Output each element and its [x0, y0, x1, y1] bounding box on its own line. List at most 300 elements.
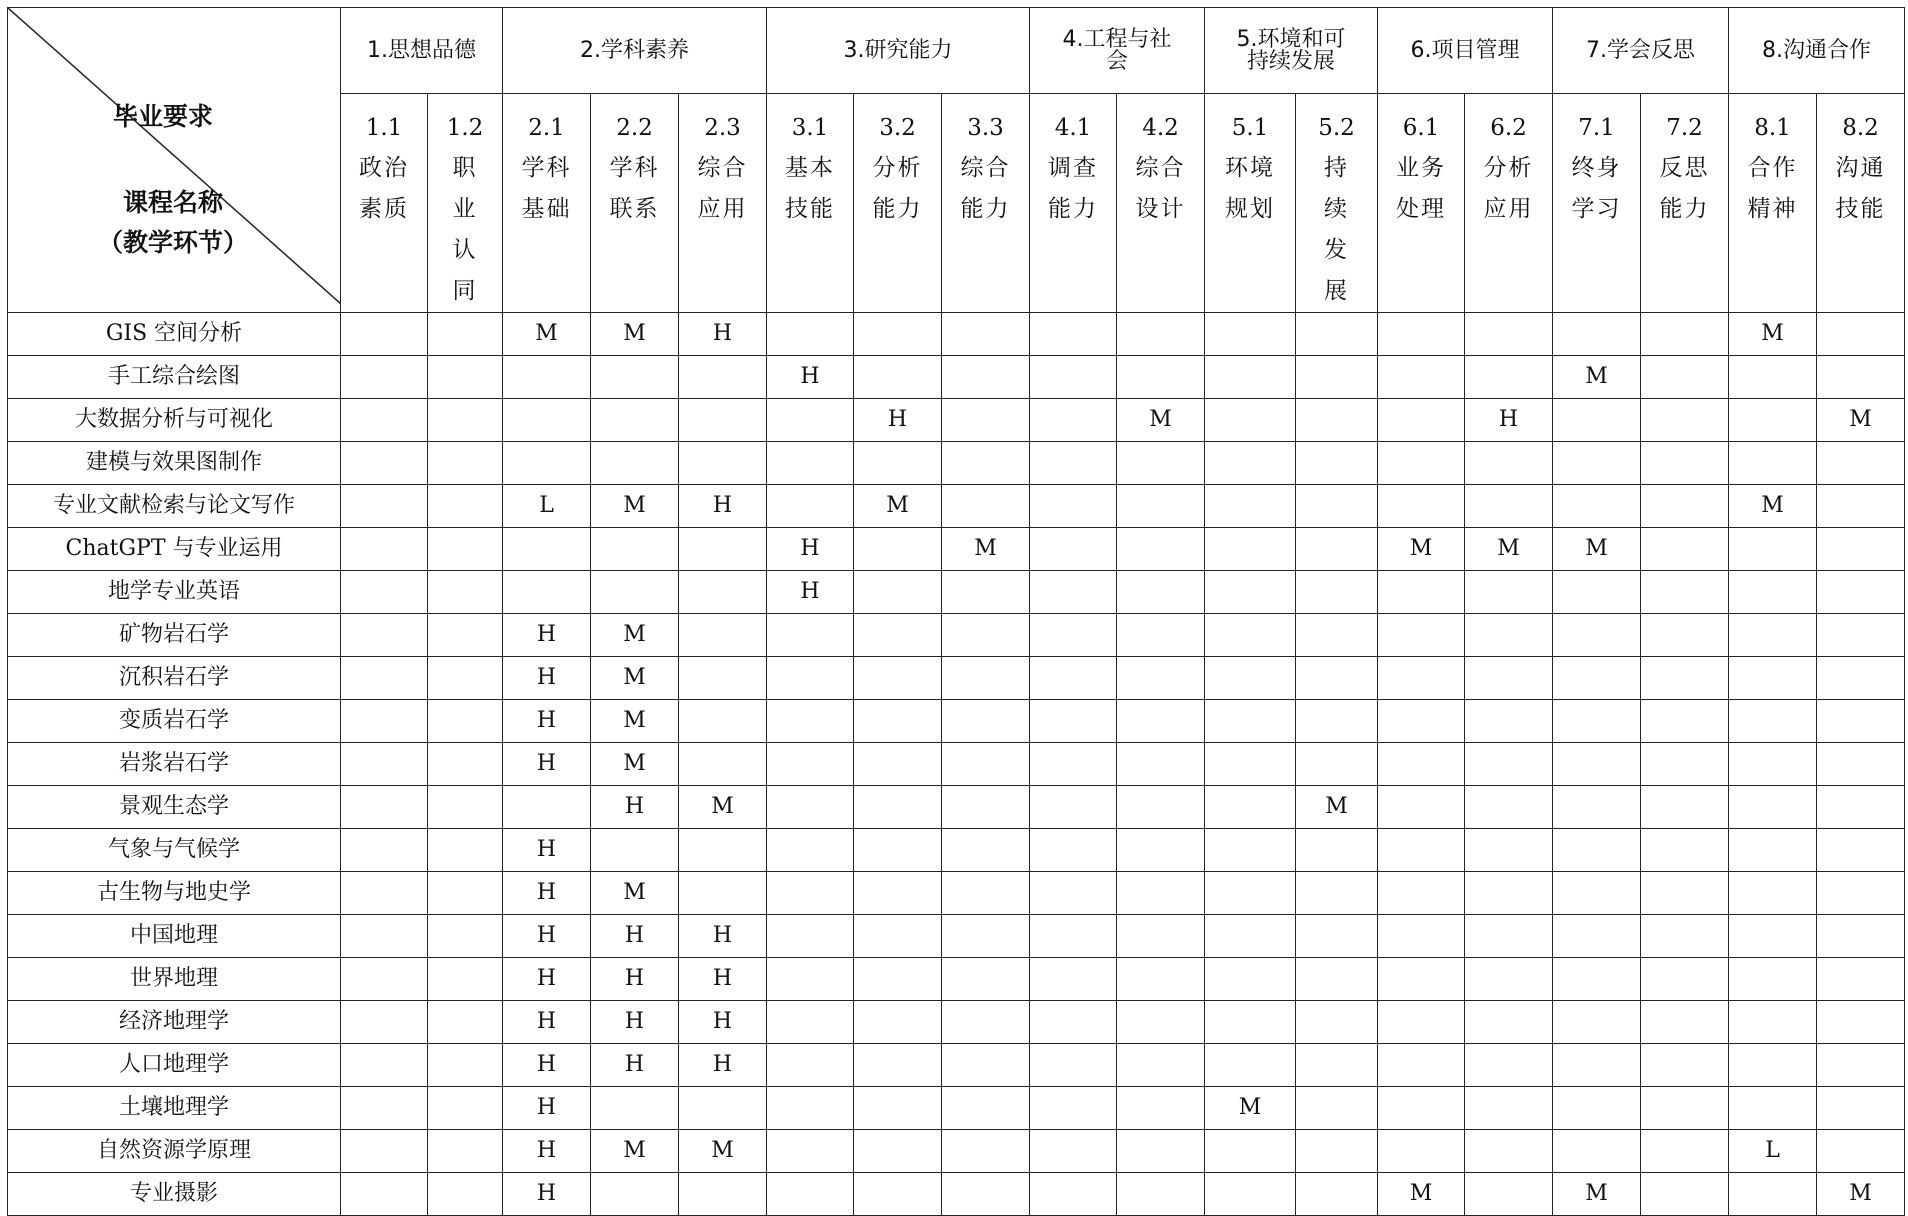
support-level-cell: H [503, 958, 591, 1001]
support-level-cell [679, 442, 767, 485]
support-level-cell [1553, 743, 1641, 786]
support-level-cell [428, 1087, 503, 1130]
support-level-cell [854, 1087, 942, 1130]
table-row [8, 958, 1905, 1001]
support-level-cell [1817, 614, 1905, 657]
sub-requirement-8-1 [1729, 94, 1817, 313]
table-row [8, 1130, 1905, 1173]
sub-requirement-label: 终身 学习 [1571, 155, 1622, 222]
support-level-cell [1030, 528, 1117, 571]
graduation-requirement-label: 毕业要求 [113, 102, 214, 131]
requirement-group-2 [503, 8, 767, 94]
support-level-cell [854, 1001, 942, 1044]
support-level-cell [428, 1130, 503, 1173]
sub-requirement-1-2 [428, 94, 503, 313]
support-level-cell [1553, 442, 1641, 485]
support-level-cell: H [591, 786, 679, 829]
support-level-cell [942, 1130, 1030, 1173]
support-level-cell [1205, 399, 1296, 442]
support-level-cell [1378, 958, 1465, 1001]
sub-requirement-label: 分析 应用 [1483, 155, 1534, 222]
support-level-cell [428, 313, 503, 356]
support-level-cell [1641, 1173, 1729, 1216]
support-level-cell: H [503, 700, 591, 743]
support-level-cell [1465, 313, 1553, 356]
support-level-cell [942, 1173, 1030, 1216]
support-level-cell: H [503, 1173, 591, 1216]
support-level-cell [1641, 1001, 1729, 1044]
sub-requirement-6-2 [1465, 94, 1553, 313]
support-level-cell [503, 786, 591, 829]
requirement-group-1 [341, 8, 503, 94]
sub-requirement-label: 合作 精神 [1747, 155, 1798, 222]
support-level-cell [1296, 356, 1378, 399]
support-level-cell [341, 915, 428, 958]
support-level-cell [1641, 1130, 1729, 1173]
support-level-cell [1729, 571, 1817, 614]
support-level-cell [679, 1173, 767, 1216]
support-level-cell: H [767, 528, 854, 571]
sub-requirement-label: 综合 设计 [1135, 155, 1186, 222]
sub-requirement-5-1 [1205, 94, 1296, 313]
support-level-cell [1729, 1044, 1817, 1087]
support-level-cell: H [503, 614, 591, 657]
support-level-cell [1030, 313, 1117, 356]
support-level-cell [1296, 485, 1378, 528]
support-level-cell [1553, 872, 1641, 915]
support-level-cell [1729, 872, 1817, 915]
sub-requirement-1-1 [341, 94, 428, 313]
requirement-group-label: 7.学会反思 [1586, 37, 1695, 63]
sub-requirement-number: 6.2 [1490, 115, 1527, 141]
support-level-cell [1205, 1001, 1296, 1044]
support-level-cell [767, 915, 854, 958]
support-level-cell [1641, 829, 1729, 872]
course-name: 古生物与地史学 [8, 872, 341, 915]
course-name-label: 课程名称 [122, 188, 223, 217]
support-level-cell [1117, 1087, 1205, 1130]
support-level-cell: H [503, 1087, 591, 1130]
support-level-cell: H [591, 1044, 679, 1087]
support-level-cell [942, 915, 1030, 958]
support-level-cell [854, 614, 942, 657]
table-row [8, 1087, 1905, 1130]
support-level-cell [854, 356, 942, 399]
support-level-cell: M [503, 313, 591, 356]
support-level-cell: H [767, 571, 854, 614]
support-level-cell [767, 485, 854, 528]
support-level-cell [854, 442, 942, 485]
requirement-group-label: 6.项目管理 [1410, 37, 1520, 63]
table-row [8, 1001, 1905, 1044]
support-level-cell [1729, 442, 1817, 485]
sub-requirement-number: 3.3 [967, 115, 1004, 141]
support-level-cell [1817, 571, 1905, 614]
support-level-cell [1205, 571, 1296, 614]
table-row [8, 528, 1905, 571]
support-level-cell: H [591, 958, 679, 1001]
support-level-cell [1296, 829, 1378, 872]
support-level-cell [503, 571, 591, 614]
support-level-cell [942, 442, 1030, 485]
support-level-cell [767, 743, 854, 786]
sub-requirement-label: 调查 能力 [1048, 155, 1098, 222]
support-level-cell [942, 743, 1030, 786]
support-level-cell [341, 1044, 428, 1087]
support-level-cell [1205, 786, 1296, 829]
sub-requirement-number: 8.2 [1842, 115, 1879, 141]
support-level-cell [341, 1087, 428, 1130]
support-level-cell [854, 829, 942, 872]
support-level-cell [1030, 1001, 1117, 1044]
support-level-cell [1641, 356, 1729, 399]
table-row [8, 657, 1905, 700]
support-level-cell [1817, 743, 1905, 786]
support-level-cell: M [591, 743, 679, 786]
support-level-cell: M [591, 614, 679, 657]
support-level-cell [1296, 528, 1378, 571]
support-level-cell [942, 657, 1030, 700]
support-level-cell [1296, 958, 1378, 1001]
sub-requirement-2-2 [591, 94, 679, 313]
support-level-cell [679, 356, 767, 399]
support-level-cell [1641, 571, 1729, 614]
support-level-cell [1553, 958, 1641, 1001]
support-level-cell [428, 743, 503, 786]
support-level-cell [1205, 915, 1296, 958]
support-level-cell [1117, 1130, 1205, 1173]
support-level-cell [1729, 1087, 1817, 1130]
support-level-cell [1117, 485, 1205, 528]
support-level-cell: M [1817, 1173, 1905, 1216]
support-level-cell: H [679, 485, 767, 528]
support-level-cell [1296, 1087, 1378, 1130]
support-level-cell [679, 743, 767, 786]
support-level-cell [1296, 872, 1378, 915]
support-level-cell [767, 786, 854, 829]
corner-header [8, 8, 341, 313]
support-level-cell: M [1553, 1173, 1641, 1216]
support-level-cell [854, 1173, 942, 1216]
support-level-cell [1030, 657, 1117, 700]
support-level-cell: H [679, 915, 767, 958]
support-level-cell [428, 872, 503, 915]
table-row [8, 872, 1905, 915]
sub-requirement-label: 基本 技能 [785, 155, 835, 222]
table-row [8, 485, 1905, 528]
requirement-group-6 [1378, 8, 1553, 94]
support-level-cell [1553, 313, 1641, 356]
support-level-cell [1817, 872, 1905, 915]
course-name: 中国地理 [8, 915, 341, 958]
support-level-cell [1296, 1173, 1378, 1216]
support-level-cell [428, 356, 503, 399]
support-level-cell [1117, 1173, 1205, 1216]
support-level-cell [1030, 399, 1117, 442]
support-level-cell: H [854, 399, 942, 442]
support-level-cell [1729, 614, 1817, 657]
support-level-cell [1465, 786, 1553, 829]
support-level-cell [1205, 743, 1296, 786]
sub-requirement-6-1 [1378, 94, 1465, 313]
support-level-cell [341, 485, 428, 528]
support-level-cell [854, 528, 942, 571]
support-level-cell [1729, 915, 1817, 958]
support-level-cell [1117, 829, 1205, 872]
support-level-cell [591, 356, 679, 399]
sub-requirement-number: 3.1 [791, 115, 829, 141]
course-name: GIS 空间分析 [8, 313, 341, 356]
course-name: 手工综合绘图 [8, 356, 341, 399]
support-level-cell [679, 829, 767, 872]
support-level-cell [341, 356, 428, 399]
support-level-cell [1465, 1173, 1553, 1216]
support-level-cell [1817, 1130, 1905, 1173]
support-level-cell [341, 1130, 428, 1173]
support-level-cell [341, 614, 428, 657]
sub-requirement-number: 1.2 [446, 115, 484, 141]
support-level-cell [942, 399, 1030, 442]
support-level-cell [1553, 829, 1641, 872]
support-level-cell [1117, 313, 1205, 356]
sub-requirement-4-1 [1030, 94, 1117, 313]
support-level-cell [1030, 1087, 1117, 1130]
support-level-cell [428, 829, 503, 872]
support-level-cell [591, 442, 679, 485]
support-level-cell [1378, 1130, 1465, 1173]
support-level-cell [1553, 1044, 1641, 1087]
course-name: 变质岩石学 [8, 700, 341, 743]
table-row [8, 700, 1905, 743]
support-level-cell [1205, 872, 1296, 915]
support-level-cell: M [1117, 399, 1205, 442]
course-name: 人口地理学 [8, 1044, 341, 1087]
requirement-group-5 [1205, 8, 1378, 94]
support-level-cell [942, 614, 1030, 657]
support-level-cell [591, 571, 679, 614]
support-level-cell [1553, 657, 1641, 700]
support-level-cell [428, 915, 503, 958]
table-row [8, 313, 1905, 356]
support-level-cell [854, 915, 942, 958]
support-level-cell: H [591, 915, 679, 958]
support-level-cell [1641, 657, 1729, 700]
requirement-group-3 [767, 8, 1030, 94]
support-level-cell [1553, 614, 1641, 657]
support-level-cell [679, 528, 767, 571]
sub-requirement-label: 环境 规划 [1225, 155, 1275, 222]
support-level-cell [942, 1001, 1030, 1044]
support-level-cell: L [503, 485, 591, 528]
support-level-cell [1117, 743, 1205, 786]
support-level-cell [1641, 399, 1729, 442]
support-level-cell [1729, 528, 1817, 571]
support-level-cell [854, 786, 942, 829]
course-name: 建模与效果图制作 [8, 442, 341, 485]
support-level-cell [942, 958, 1030, 1001]
support-level-cell [1205, 958, 1296, 1001]
support-level-cell [1117, 700, 1205, 743]
support-level-cell [1296, 571, 1378, 614]
support-level-cell [341, 1173, 428, 1216]
support-level-cell [1296, 1001, 1378, 1044]
support-level-cell: M [1729, 485, 1817, 528]
support-level-cell [1205, 356, 1296, 399]
support-level-cell [1817, 700, 1905, 743]
support-level-cell [1465, 700, 1553, 743]
support-level-cell [767, 1044, 854, 1087]
support-level-cell [854, 657, 942, 700]
support-level-cell [942, 829, 1030, 872]
support-level-cell [428, 614, 503, 657]
support-level-cell [1030, 915, 1117, 958]
support-level-cell [1378, 571, 1465, 614]
support-level-cell [1296, 442, 1378, 485]
support-level-cell [854, 958, 942, 1001]
sub-requirement-number: 4.2 [1142, 115, 1179, 141]
support-level-cell [1465, 958, 1553, 1001]
support-level-cell [767, 657, 854, 700]
course-name: 沉积岩石学 [8, 657, 341, 700]
support-level-cell [1641, 915, 1729, 958]
support-level-cell [767, 442, 854, 485]
support-level-cell [1553, 571, 1641, 614]
support-level-cell [1117, 356, 1205, 399]
support-level-cell: M [854, 485, 942, 528]
support-level-cell [1117, 1001, 1205, 1044]
support-level-cell [341, 1001, 428, 1044]
table-row [8, 571, 1905, 614]
support-level-cell [942, 1087, 1030, 1130]
support-level-cell [1465, 571, 1553, 614]
support-level-cell [428, 399, 503, 442]
support-level-cell [767, 313, 854, 356]
support-level-cell [1641, 1044, 1729, 1087]
support-level-cell: M [1378, 528, 1465, 571]
support-level-cell [854, 700, 942, 743]
support-level-cell [1465, 614, 1553, 657]
support-level-cell [1030, 571, 1117, 614]
support-level-cell [1205, 614, 1296, 657]
table-row [8, 442, 1905, 485]
support-level-cell [679, 399, 767, 442]
support-level-cell [1030, 1130, 1117, 1173]
support-level-cell [854, 1044, 942, 1087]
support-level-cell [1117, 958, 1205, 1001]
support-level-cell [1729, 1173, 1817, 1216]
support-level-cell [428, 485, 503, 528]
sub-requirement-label: 综合 能力 [960, 155, 1011, 222]
support-level-cell: H [503, 1130, 591, 1173]
sub-requirement-4-2 [1117, 94, 1205, 313]
support-level-cell [1465, 485, 1553, 528]
support-level-cell [942, 872, 1030, 915]
support-level-cell [1641, 786, 1729, 829]
support-level-cell: M [591, 700, 679, 743]
support-level-cell [1378, 1087, 1465, 1130]
support-level-cell [503, 399, 591, 442]
support-level-cell [1296, 743, 1378, 786]
sub-requirement-number: 3.2 [879, 115, 916, 141]
support-level-cell [1205, 1044, 1296, 1087]
support-level-cell [942, 571, 1030, 614]
support-level-cell [1296, 700, 1378, 743]
support-level-cell [1641, 958, 1729, 1001]
support-level-cell [1641, 528, 1729, 571]
support-level-cell [1553, 786, 1641, 829]
support-level-cell [591, 829, 679, 872]
sub-requirement-3-1 [767, 94, 854, 313]
sub-requirement-label: 沟通 技能 [1835, 155, 1886, 222]
support-level-cell: M [1553, 356, 1641, 399]
requirement-group-7 [1553, 8, 1729, 94]
support-level-cell [854, 743, 942, 786]
support-level-cell [591, 399, 679, 442]
support-level-cell: H [679, 1044, 767, 1087]
support-level-cell [1641, 614, 1729, 657]
table-row [8, 399, 1905, 442]
sub-requirement-number: 7.1 [1578, 115, 1615, 141]
sub-requirement-7-1 [1553, 94, 1641, 313]
support-level-cell [1465, 829, 1553, 872]
support-level-cell [1729, 356, 1817, 399]
support-level-cell: H [503, 657, 591, 700]
support-level-cell [1378, 700, 1465, 743]
support-level-cell [1465, 743, 1553, 786]
sub-requirement-number: 5.2 [1318, 115, 1355, 141]
support-level-cell [854, 571, 942, 614]
support-level-cell [591, 528, 679, 571]
sub-requirement-2-1 [503, 94, 591, 313]
course-name: 自然资源学原理 [8, 1130, 341, 1173]
support-level-cell [1378, 1001, 1465, 1044]
support-level-cell [1465, 1130, 1553, 1173]
support-level-cell [341, 700, 428, 743]
sub-requirement-number: 7.2 [1666, 115, 1703, 141]
support-level-cell: M [1378, 1173, 1465, 1216]
support-level-cell [1378, 356, 1465, 399]
support-level-cell [428, 786, 503, 829]
sub-requirement-number: 2.2 [616, 115, 653, 141]
support-level-cell: M [942, 528, 1030, 571]
support-level-cell [1296, 915, 1378, 958]
requirement-group-label: 4.工程与社 会 [1062, 26, 1172, 74]
sub-requirement-label: 学科 基础 [521, 155, 572, 222]
sub-requirement-number: 2.1 [528, 115, 565, 141]
course-name: 土壤地理学 [8, 1087, 341, 1130]
support-level-cell [503, 356, 591, 399]
sub-requirement-number: 6.1 [1402, 115, 1440, 141]
support-level-cell [1553, 1130, 1641, 1173]
course-name: 经济地理学 [8, 1001, 341, 1044]
support-level-cell: M [591, 485, 679, 528]
support-level-cell [1205, 829, 1296, 872]
requirement-group-label: 1.思想品德 [367, 37, 476, 63]
support-level-cell [767, 614, 854, 657]
sub-requirement-label: 持 续 发 展 [1324, 155, 1349, 304]
curriculum-matrix [7, 7, 1905, 1216]
support-level-cell [1553, 700, 1641, 743]
support-level-cell [1117, 872, 1205, 915]
sub-requirement-label: 政治 素质 [359, 155, 409, 222]
support-level-cell [1729, 958, 1817, 1001]
support-level-cell [1641, 313, 1729, 356]
support-level-cell [1641, 442, 1729, 485]
sub-requirement-label: 职 业 认 同 [452, 155, 478, 304]
requirement-group-label: 8.沟通合作 [1762, 37, 1871, 63]
support-level-cell: M [591, 1130, 679, 1173]
sub-requirement-2-3 [679, 94, 767, 313]
